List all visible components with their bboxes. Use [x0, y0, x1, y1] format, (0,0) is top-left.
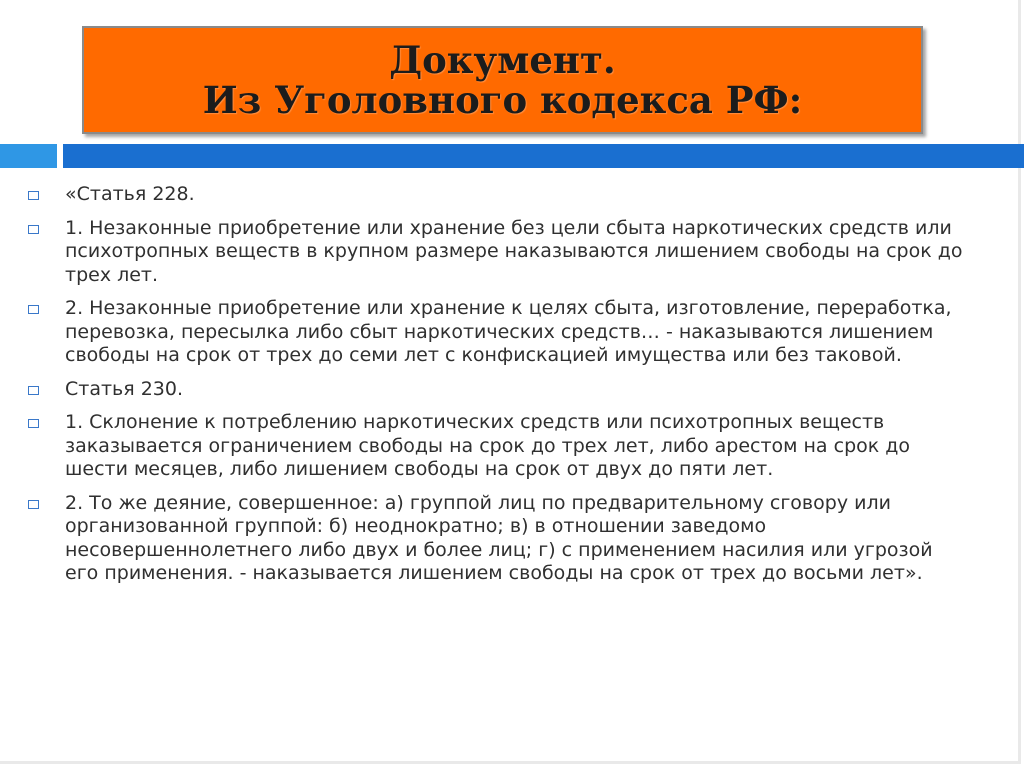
title-line-2: Из Уголовного кодекса РФ: — [202, 78, 803, 122]
list-item — [28, 492, 968, 586]
square-bullet-icon — [28, 191, 39, 200]
list-item — [28, 411, 968, 482]
square-bullet-icon — [28, 305, 39, 314]
list-item — [28, 217, 968, 288]
list-item-text: 1. Незаконные приобретение или хранение без цели сбыта наркотических средств или психотропных веществ в крупном размере наказываются лишением свободы на срок до трех лет. — [65, 216, 963, 286]
square-bullet-icon — [28, 419, 39, 428]
list-item-text: Статья 230. — [65, 377, 184, 400]
article-list — [28, 183, 968, 596]
square-bullet-icon — [28, 225, 39, 234]
accent-bar-main — [63, 144, 1024, 168]
list-item — [28, 183, 968, 207]
list-item — [28, 297, 968, 368]
list-item-text: 1. Склонение к потреблению наркотических средств или психотропных веществ заказывается ограничением свободы на срок до трех лет, либо арестом на срок до шести месяцев, либо лишением свободы на срок от двух до пяти лет. — [65, 411, 911, 480]
square-bullet-icon — [28, 500, 39, 509]
list-item-text: 2. Незаконные приобретение или хранение к целях сбыта, изготовление, переработка, перевозка, пересылка либо сбыт наркотических средств… - наказываются лишением свободы на срок от трех до семи лет с конфискацией имущества или без таковой. — [65, 297, 952, 366]
list-item — [28, 378, 968, 402]
title-box — [82, 26, 923, 134]
list-item-text: «Статья 228. — [65, 183, 195, 205]
accent-bar-left — [0, 144, 57, 168]
title-line-1: Документ. — [389, 38, 616, 82]
square-bullet-icon — [28, 386, 39, 395]
list-item-text: 2. То же деяние, совершенное: а) группой лиц по предварительному сговору или организованной группой: б) неоднократно; в) в отношении заведомо несовершеннолетнего либо двух и более лиц; г) с применением насилия или угрозой его применения. - наказывается лишением свободы на срок от трех до восьми лет». — [65, 491, 933, 584]
